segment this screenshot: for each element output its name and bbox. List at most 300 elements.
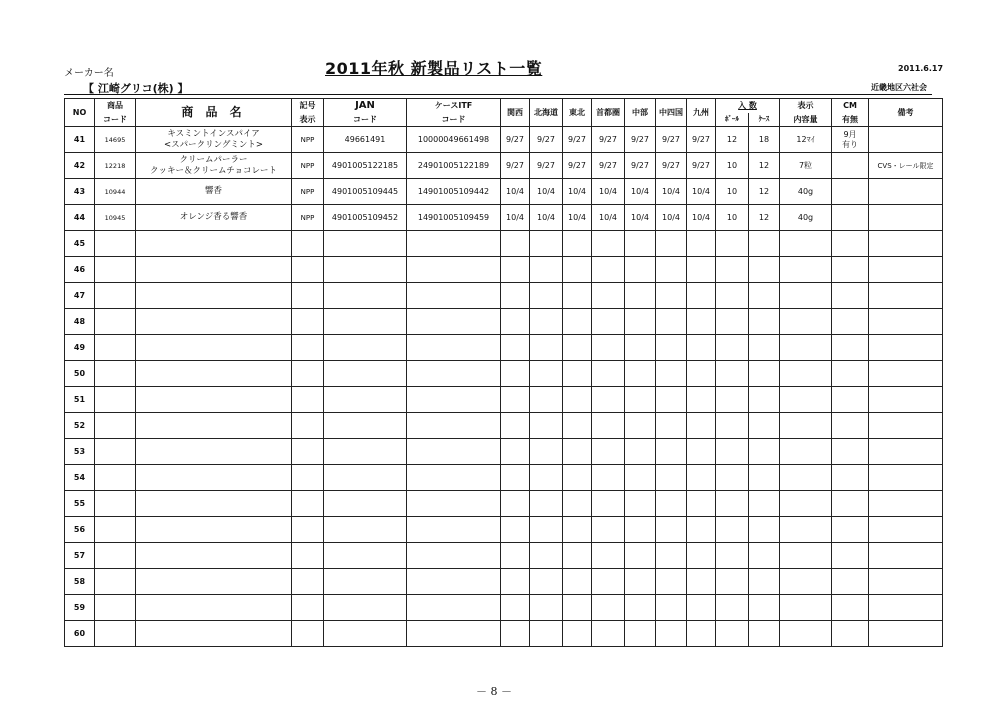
- cm-cell: [832, 179, 869, 205]
- empty-cell: [749, 543, 780, 569]
- empty-cell: [687, 465, 716, 491]
- cm-line-2: 有り: [842, 139, 859, 149]
- empty-cell: [407, 283, 501, 309]
- no-cell: 48: [65, 309, 95, 335]
- empty-cell: [95, 335, 136, 361]
- empty-cell: [749, 465, 780, 491]
- empty-cell: [324, 465, 407, 491]
- empty-cell: [716, 283, 749, 309]
- empty-cell: [592, 543, 625, 569]
- empty-cell: [687, 413, 716, 439]
- table-row: [65, 465, 943, 491]
- col-itf-bottom: コード: [407, 113, 501, 127]
- empty-cell: [324, 543, 407, 569]
- jan-cell: 4901005109445: [324, 179, 407, 205]
- empty-cell: [625, 283, 656, 309]
- product-name-line-2: <スパークリングミント>: [163, 139, 264, 150]
- empty-cell: [324, 361, 407, 387]
- empty-cell: [563, 413, 592, 439]
- empty-cell: [501, 621, 530, 647]
- hokkaido-cell: 10/4: [530, 179, 563, 205]
- empty-cell: [501, 387, 530, 413]
- empty-cell: [292, 335, 324, 361]
- empty-cell: [95, 465, 136, 491]
- empty-cell: [625, 387, 656, 413]
- no-cell: 53: [65, 439, 95, 465]
- empty-cell: [407, 595, 501, 621]
- empty-cell: [501, 361, 530, 387]
- empty-cell: [530, 543, 563, 569]
- empty-cell: [749, 413, 780, 439]
- empty-cell: [136, 543, 292, 569]
- empty-cell: [95, 283, 136, 309]
- hokkaido-cell: 9/27: [530, 153, 563, 179]
- empty-cell: [501, 309, 530, 335]
- tohoku-cell: 10/4: [563, 179, 592, 205]
- empty-cell: [563, 309, 592, 335]
- empty-cell: [656, 309, 687, 335]
- table-row: [65, 205, 943, 231]
- empty-cell: [832, 413, 869, 439]
- empty-cell: [780, 387, 832, 413]
- no-cell: 47: [65, 283, 95, 309]
- empty-cell: [687, 621, 716, 647]
- col-remarks: 備考: [869, 99, 943, 127]
- remarks-cell: CVS・レール限定: [869, 153, 943, 179]
- empty-cell: [780, 257, 832, 283]
- empty-cell: [530, 387, 563, 413]
- empty-cell: [95, 491, 136, 517]
- empty-cell: [749, 387, 780, 413]
- no-cell: 41: [65, 127, 95, 153]
- empty-cell: [832, 569, 869, 595]
- col-kansai: 関西: [501, 99, 530, 127]
- empty-cell: [625, 309, 656, 335]
- case-cell: 12: [749, 205, 780, 231]
- empty-cell: [136, 231, 292, 257]
- empty-cell: [780, 231, 832, 257]
- table-row: [65, 335, 943, 361]
- empty-cell: [501, 517, 530, 543]
- mark-cell: NPP: [292, 205, 324, 231]
- chubu-cell: 10/4: [625, 205, 656, 231]
- mark-cell: NPP: [292, 153, 324, 179]
- product-name-line-1: キスミントインスパイア: [167, 128, 260, 139]
- empty-cell: [832, 491, 869, 517]
- empty-cell: [407, 361, 501, 387]
- empty-cell: [869, 335, 943, 361]
- empty-cell: [625, 543, 656, 569]
- empty-cell: [832, 439, 869, 465]
- col-code-top: 商品: [95, 99, 136, 113]
- col-cm-top: CM: [832, 99, 869, 113]
- chushikoku-cell: 10/4: [656, 205, 687, 231]
- cm-line-1: 9月: [843, 129, 857, 139]
- empty-cell: [592, 335, 625, 361]
- empty-cell: [563, 387, 592, 413]
- table-row: [65, 413, 943, 439]
- empty-cell: [625, 231, 656, 257]
- kansai-cell: 9/27: [501, 153, 530, 179]
- empty-cell: [687, 595, 716, 621]
- empty-cell: [324, 517, 407, 543]
- empty-cell: [530, 621, 563, 647]
- empty-cell: [292, 569, 324, 595]
- empty-cell: [656, 595, 687, 621]
- empty-cell: [780, 335, 832, 361]
- empty-cell: [292, 231, 324, 257]
- empty-cell: [292, 543, 324, 569]
- case-cell: 18: [749, 127, 780, 153]
- empty-cell: [869, 439, 943, 465]
- empty-cell: [656, 517, 687, 543]
- empty-cell: [749, 517, 780, 543]
- empty-cell: [869, 309, 943, 335]
- empty-cell: [832, 361, 869, 387]
- empty-cell: [832, 387, 869, 413]
- col-no: NO: [65, 99, 95, 127]
- empty-cell: [324, 413, 407, 439]
- empty-cell: [95, 257, 136, 283]
- col-chubu: 中部: [625, 99, 656, 127]
- empty-cell: [832, 595, 869, 621]
- itf-cell: 10000049661498: [407, 127, 501, 153]
- empty-cell: [530, 257, 563, 283]
- product-name-cell: [136, 205, 292, 231]
- empty-cell: [563, 361, 592, 387]
- empty-cell: [95, 595, 136, 621]
- empty-cell: [832, 309, 869, 335]
- empty-cell: [292, 413, 324, 439]
- no-cell: 42: [65, 153, 95, 179]
- content-cell: 12ﾏｲ: [780, 127, 832, 153]
- empty-cell: [563, 621, 592, 647]
- empty-cell: [136, 257, 292, 283]
- itf-cell: 14901005109459: [407, 205, 501, 231]
- empty-cell: [832, 465, 869, 491]
- hokkaido-cell: 10/4: [530, 205, 563, 231]
- empty-cell: [324, 595, 407, 621]
- no-cell: 56: [65, 517, 95, 543]
- chubu-cell: 10/4: [625, 179, 656, 205]
- empty-cell: [530, 465, 563, 491]
- header-rule: [64, 94, 932, 95]
- empty-cell: [501, 283, 530, 309]
- empty-cell: [780, 413, 832, 439]
- empty-cell: [780, 517, 832, 543]
- empty-cell: [407, 439, 501, 465]
- empty-cell: [656, 361, 687, 387]
- empty-cell: [501, 439, 530, 465]
- empty-cell: [501, 413, 530, 439]
- table-row: [65, 153, 943, 179]
- empty-cell: [563, 335, 592, 361]
- empty-cell: [625, 361, 656, 387]
- mark-cell: NPP: [292, 127, 324, 153]
- case-cell: 12: [749, 153, 780, 179]
- empty-cell: [780, 621, 832, 647]
- col-kyushu: 九州: [687, 99, 716, 127]
- empty-cell: [530, 595, 563, 621]
- cm-cell: [832, 205, 869, 231]
- no-cell: 45: [65, 231, 95, 257]
- empty-cell: [749, 283, 780, 309]
- empty-cell: [563, 543, 592, 569]
- col-mark-bottom: 表示: [292, 113, 324, 127]
- no-cell: 43: [65, 179, 95, 205]
- empty-cell: [501, 543, 530, 569]
- empty-cell: [136, 569, 292, 595]
- empty-cell: [530, 491, 563, 517]
- tohoku-cell: 9/27: [563, 127, 592, 153]
- shutoken-cell: 10/4: [592, 179, 625, 205]
- empty-cell: [136, 387, 292, 413]
- empty-cell: [656, 491, 687, 517]
- empty-cell: [780, 309, 832, 335]
- col-jan-top: JAN: [324, 99, 407, 113]
- shutoken-cell: 9/27: [592, 153, 625, 179]
- empty-cell: [869, 361, 943, 387]
- empty-cell: [625, 335, 656, 361]
- empty-cell: [716, 595, 749, 621]
- empty-cell: [869, 257, 943, 283]
- empty-cell: [592, 257, 625, 283]
- empty-cell: [95, 413, 136, 439]
- table-row: [65, 257, 943, 283]
- empty-cell: [780, 595, 832, 621]
- tohoku-cell: 10/4: [563, 205, 592, 231]
- document-date: 2011.6.17: [898, 64, 944, 73]
- empty-cell: [136, 413, 292, 439]
- table-row: [65, 283, 943, 309]
- empty-cell: [292, 257, 324, 283]
- cm-cell: [832, 127, 869, 153]
- code-cell: 12218: [95, 153, 136, 179]
- empty-cell: [407, 257, 501, 283]
- kyushu-cell: 9/27: [687, 153, 716, 179]
- table-row: [65, 439, 943, 465]
- empty-cell: [656, 413, 687, 439]
- ball-cell: 12: [716, 127, 749, 153]
- no-cell: 57: [65, 543, 95, 569]
- ball-cell: 10: [716, 205, 749, 231]
- empty-cell: [592, 413, 625, 439]
- empty-cell: [592, 491, 625, 517]
- empty-cell: [625, 517, 656, 543]
- empty-cell: [292, 621, 324, 647]
- empty-cell: [656, 283, 687, 309]
- empty-cell: [563, 257, 592, 283]
- empty-cell: [780, 465, 832, 491]
- col-mark-top: 記号: [292, 99, 324, 113]
- no-cell: 59: [65, 595, 95, 621]
- table-row: [65, 127, 943, 153]
- empty-cell: [501, 595, 530, 621]
- empty-cell: [625, 257, 656, 283]
- empty-cell: [563, 283, 592, 309]
- page-number: － 8 －: [476, 685, 512, 698]
- product-name-cell: [136, 127, 292, 153]
- empty-cell: [563, 569, 592, 595]
- empty-cell: [136, 361, 292, 387]
- col-hokkaido: 北海道: [530, 99, 563, 127]
- col-name: 商 品 名: [136, 99, 292, 127]
- empty-cell: [869, 569, 943, 595]
- empty-cell: [324, 335, 407, 361]
- empty-cell: [716, 621, 749, 647]
- empty-cell: [501, 335, 530, 361]
- empty-cell: [749, 335, 780, 361]
- empty-cell: [869, 595, 943, 621]
- shutoken-cell: 10/4: [592, 205, 625, 231]
- empty-cell: [95, 569, 136, 595]
- empty-cell: [324, 491, 407, 517]
- empty-cell: [869, 413, 943, 439]
- maker-label: メーカー名: [64, 68, 114, 79]
- empty-cell: [749, 491, 780, 517]
- empty-cell: [716, 335, 749, 361]
- empty-cell: [407, 621, 501, 647]
- empty-cell: [749, 621, 780, 647]
- empty-cell: [716, 361, 749, 387]
- empty-cell: [530, 309, 563, 335]
- col-tohoku: 東北: [563, 99, 592, 127]
- empty-cell: [324, 621, 407, 647]
- empty-cell: [324, 257, 407, 283]
- code-cell: 14695: [95, 127, 136, 153]
- empty-cell: [780, 439, 832, 465]
- product-name-line-1: 響香: [204, 186, 222, 196]
- empty-cell: [780, 283, 832, 309]
- empty-cell: [407, 335, 501, 361]
- chubu-cell: 9/27: [625, 153, 656, 179]
- empty-cell: [324, 283, 407, 309]
- empty-cell: [656, 439, 687, 465]
- empty-cell: [869, 621, 943, 647]
- table-row: [65, 517, 943, 543]
- empty-cell: [563, 595, 592, 621]
- col-jan-bottom: コード: [324, 113, 407, 127]
- empty-cell: [869, 387, 943, 413]
- shutoken-cell: 9/27: [592, 127, 625, 153]
- col-iri-case: ｹｰｽ: [749, 113, 780, 127]
- empty-cell: [530, 439, 563, 465]
- empty-cell: [530, 413, 563, 439]
- empty-cell: [407, 231, 501, 257]
- empty-cell: [832, 231, 869, 257]
- col-cm-bottom: 有無: [832, 113, 869, 127]
- itf-cell: 24901005122189: [407, 153, 501, 179]
- jan-cell: 4901005109452: [324, 205, 407, 231]
- no-cell: 60: [65, 621, 95, 647]
- empty-cell: [592, 439, 625, 465]
- empty-cell: [95, 361, 136, 387]
- empty-cell: [687, 335, 716, 361]
- table-row: [65, 595, 943, 621]
- empty-cell: [563, 491, 592, 517]
- empty-cell: [749, 361, 780, 387]
- no-cell: 58: [65, 569, 95, 595]
- empty-cell: [656, 335, 687, 361]
- empty-cell: [716, 413, 749, 439]
- empty-cell: [501, 569, 530, 595]
- empty-cell: [530, 231, 563, 257]
- col-itf-top: ケースITF: [407, 99, 501, 113]
- empty-cell: [95, 517, 136, 543]
- empty-cell: [95, 439, 136, 465]
- empty-cell: [592, 595, 625, 621]
- itf-cell: 14901005109442: [407, 179, 501, 205]
- empty-cell: [592, 231, 625, 257]
- empty-cell: [530, 569, 563, 595]
- table-row: [65, 569, 943, 595]
- empty-cell: [716, 231, 749, 257]
- empty-cell: [832, 283, 869, 309]
- empty-cell: [501, 491, 530, 517]
- empty-cell: [625, 439, 656, 465]
- empty-cell: [292, 491, 324, 517]
- empty-cell: [292, 595, 324, 621]
- empty-cell: [324, 231, 407, 257]
- empty-cell: [749, 569, 780, 595]
- empty-cell: [749, 257, 780, 283]
- col-shutoken: 首都圏: [592, 99, 625, 127]
- empty-cell: [136, 491, 292, 517]
- empty-cell: [625, 621, 656, 647]
- empty-cell: [716, 257, 749, 283]
- content-cell: 40g: [780, 205, 832, 231]
- content-cell: 40g: [780, 179, 832, 205]
- kansai-cell: 9/27: [501, 127, 530, 153]
- empty-cell: [832, 257, 869, 283]
- empty-cell: [407, 543, 501, 569]
- empty-cell: [869, 231, 943, 257]
- empty-cell: [780, 543, 832, 569]
- empty-cell: [292, 309, 324, 335]
- empty-cell: [687, 439, 716, 465]
- empty-cell: [749, 309, 780, 335]
- empty-cell: [324, 439, 407, 465]
- empty-cell: [136, 335, 292, 361]
- empty-cell: [832, 517, 869, 543]
- empty-cell: [592, 517, 625, 543]
- empty-cell: [656, 621, 687, 647]
- no-cell: 54: [65, 465, 95, 491]
- kansai-cell: 10/4: [501, 179, 530, 205]
- table-row: [65, 621, 943, 647]
- empty-cell: [687, 309, 716, 335]
- code-cell: 10944: [95, 179, 136, 205]
- empty-cell: [656, 387, 687, 413]
- table-row: [65, 387, 943, 413]
- empty-cell: [136, 465, 292, 491]
- empty-cell: [716, 543, 749, 569]
- empty-cell: [292, 283, 324, 309]
- table-body: [65, 127, 943, 647]
- empty-cell: [687, 257, 716, 283]
- empty-cell: [563, 517, 592, 543]
- empty-cell: [869, 491, 943, 517]
- product-name-line-1: オレンジ香る響香: [179, 212, 248, 222]
- remarks-cell: [869, 179, 943, 205]
- empty-cell: [95, 543, 136, 569]
- empty-cell: [501, 231, 530, 257]
- empty-cell: [530, 517, 563, 543]
- empty-cell: [407, 569, 501, 595]
- empty-cell: [592, 621, 625, 647]
- empty-cell: [656, 543, 687, 569]
- remarks-cell: [869, 127, 943, 153]
